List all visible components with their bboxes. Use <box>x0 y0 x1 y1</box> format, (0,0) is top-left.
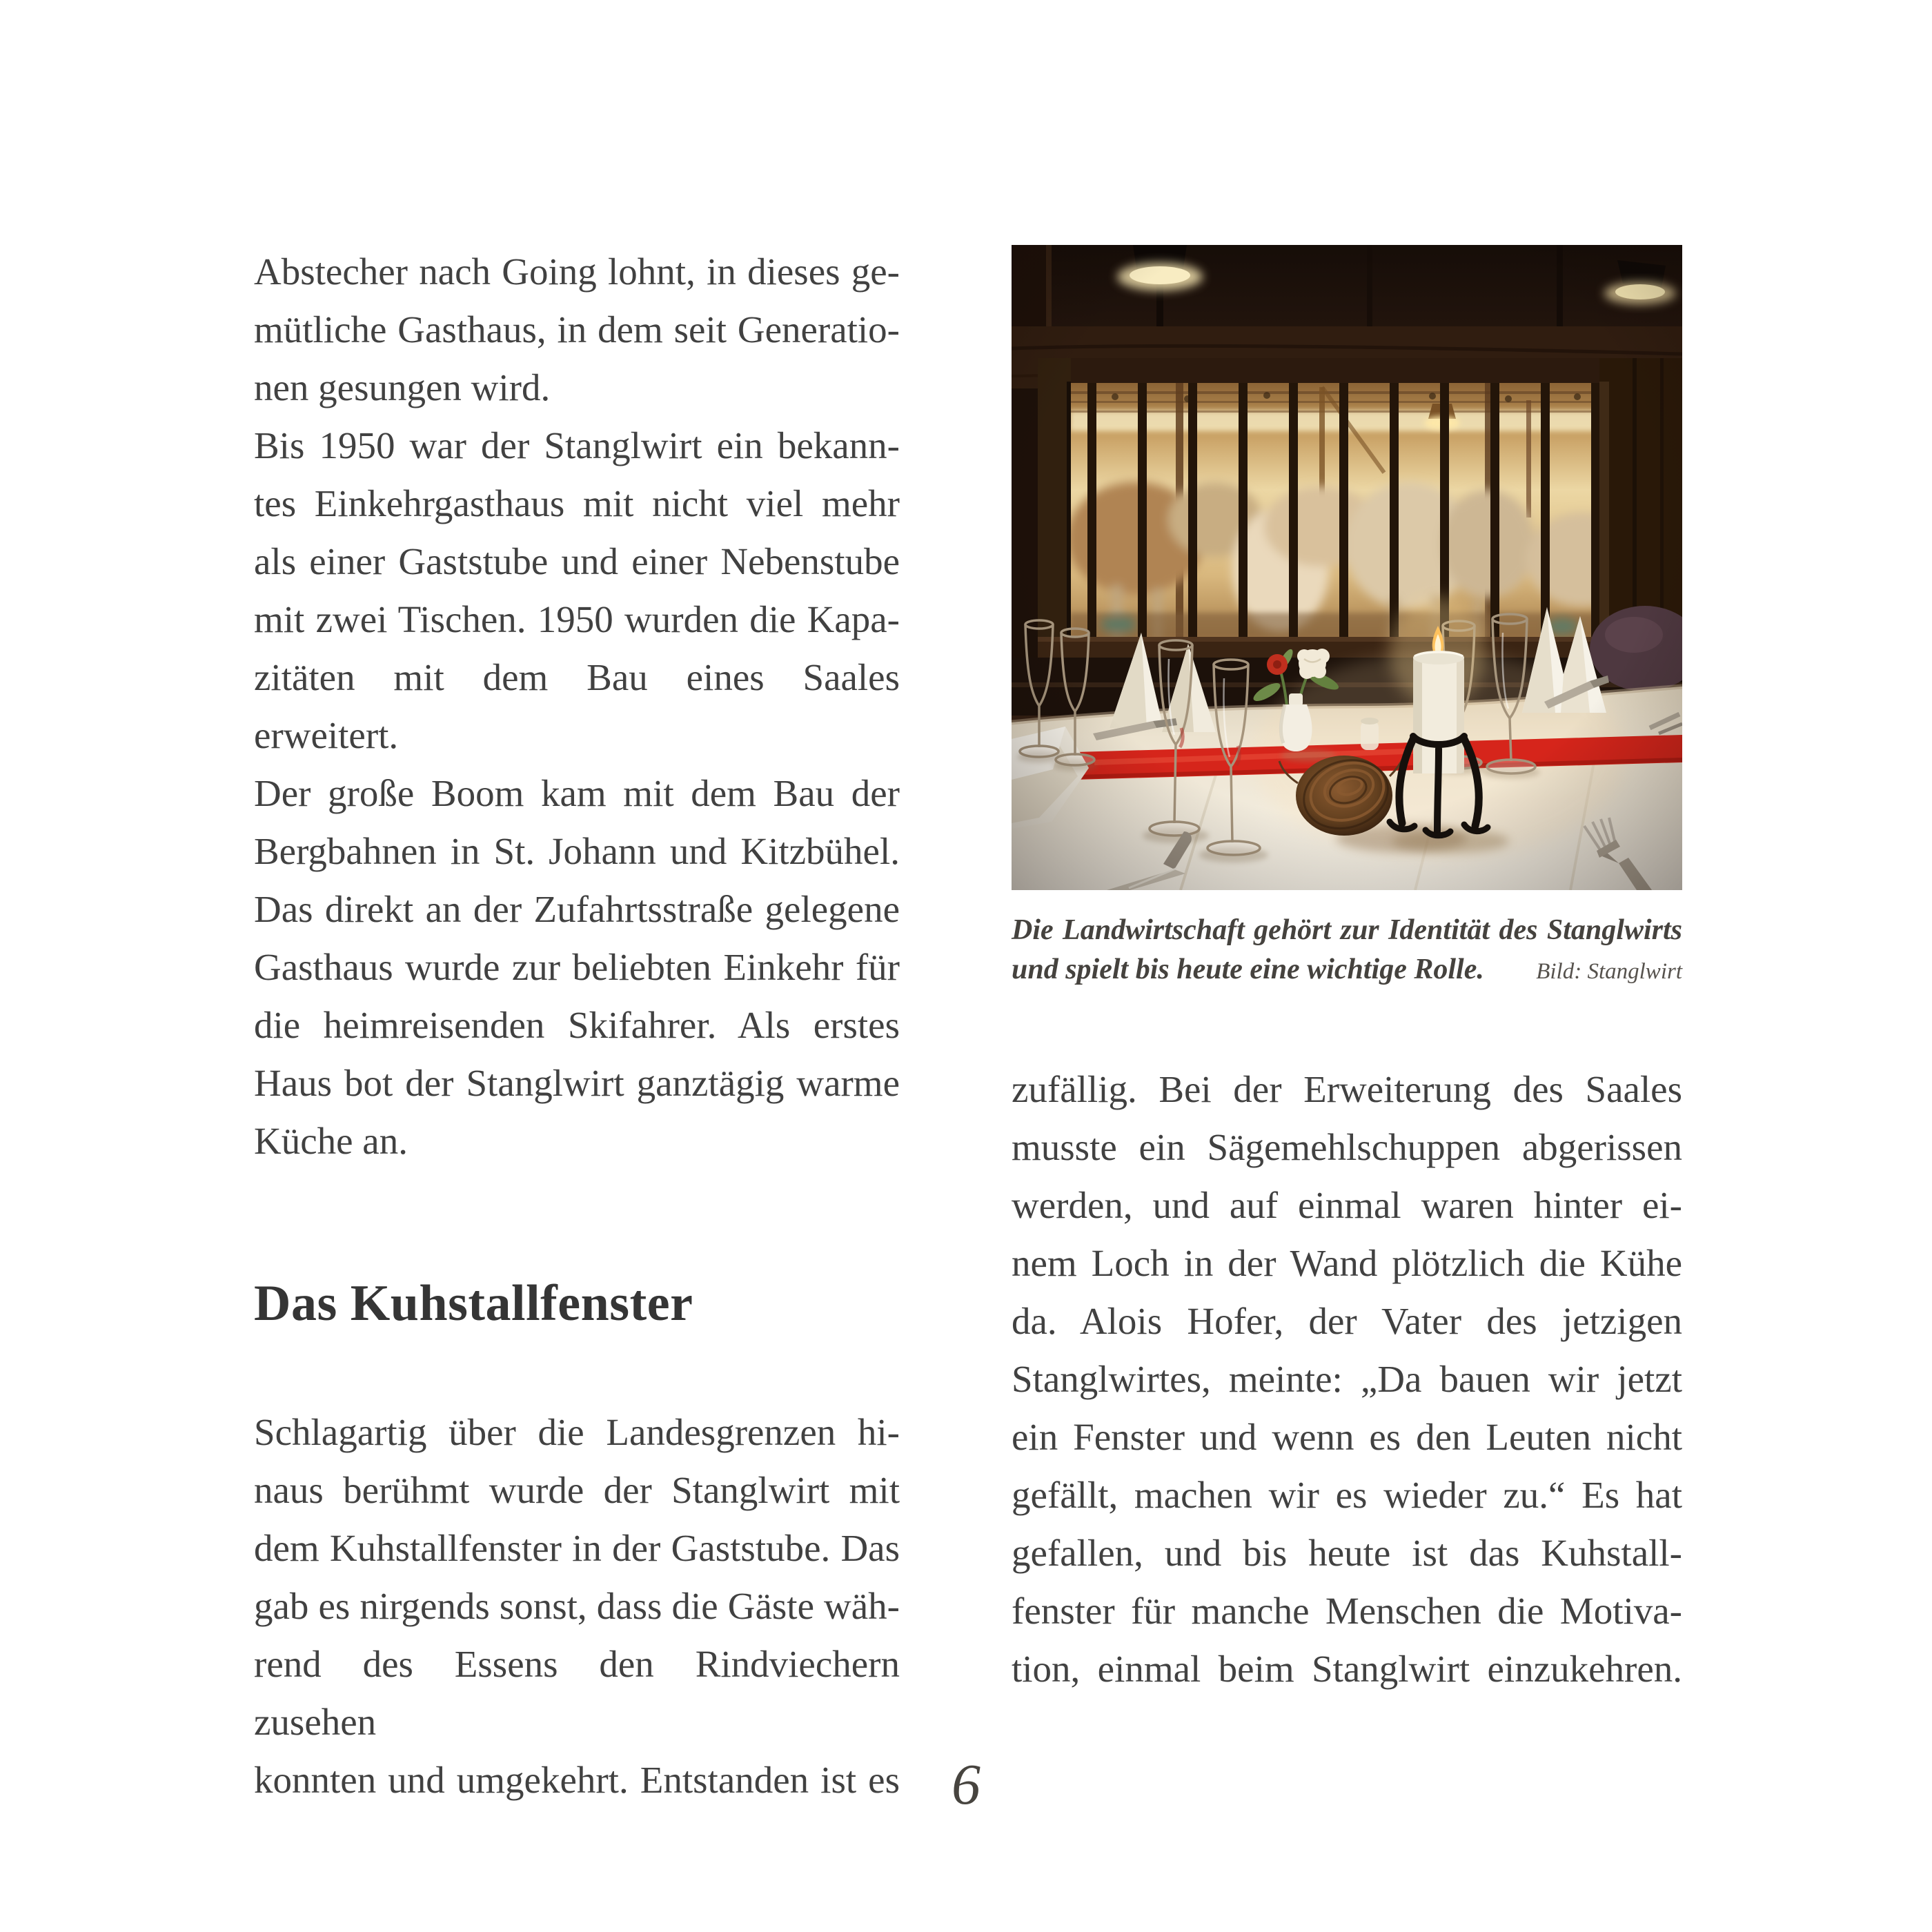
text-line: Bergbahnen in St. Johann und Kitzbühel. <box>254 830 900 872</box>
text-line: als einer Gaststube und einer Nebenstube <box>254 540 900 582</box>
left-column <box>254 243 900 1809</box>
text-line: gefällt, machen wir es wieder zu.“ Es hat <box>1012 1474 1682 1516</box>
text-line: Stanglwirtes, meinte: „Da bauen wir jetzt <box>1012 1358 1682 1400</box>
text-line: mütliche Gasthaus, in dem seit Generatio- <box>254 308 900 351</box>
text-line: dem Kuhstallfenster in der Gaststube. Das <box>254 1527 900 1569</box>
caption-line: Die Landwirtschaft gehört zur Identität des Stanglwirts <box>1012 914 1682 946</box>
photo-credit: Bild: Stanglwirt <box>1536 959 1682 984</box>
text-line: fenster für manche Menschen die Motiva- <box>1012 1590 1682 1632</box>
text-line: musste ein Sägemehlschuppen abgerissen <box>1012 1126 1682 1168</box>
text-line: Der große Boom kam mit dem Bau der <box>254 772 900 814</box>
text-line: Bis 1950 war der Stanglwirt ein bekann- <box>254 424 900 466</box>
text-line: mit zwei Tischen. 1950 wurden die Kapa- <box>254 598 900 640</box>
paragraph <box>254 417 900 1170</box>
photo-caption <box>1012 911 1682 992</box>
text-line: nem Loch in der Wand plötzlich die Kühe <box>1012 1242 1682 1284</box>
page-number: 6 <box>952 1753 980 1817</box>
text-line: die heimreisenden Skifahrer. Als erstes <box>254 1004 900 1046</box>
right-column <box>1012 245 1682 1698</box>
paragraph <box>254 1403 900 1809</box>
section-heading: Das Kuhstallfenster <box>254 1275 693 1332</box>
text-line: ein Fenster und wenn es den Leuten nicht <box>1012 1416 1682 1458</box>
text-line: nen gesungen wird. <box>254 366 551 408</box>
text-line: konnten und umgekehrt. Entstanden ist es <box>254 1759 900 1801</box>
paragraph <box>1012 1061 1682 1698</box>
text-line: Schlagartig über die Landesgrenzen hi- <box>254 1411 900 1453</box>
text-line: rend des Essens den Rindviechern zusehen <box>254 1643 900 1743</box>
cowstall-dinner-photo <box>1012 245 1682 890</box>
text-line: gefallen, und bis heute ist das Kuhstall- <box>1012 1532 1682 1574</box>
text-line: Küche an. <box>254 1120 408 1162</box>
caption-line <box>1012 950 1682 992</box>
text-line: Das direkt an der Zufahrtsstraße gelegene <box>254 888 900 930</box>
text-line: naus berühmt wurde der Stanglwirt mit <box>254 1469 900 1511</box>
stall-photo-figure <box>1012 245 1682 992</box>
paragraph <box>254 243 900 417</box>
text-line: tion, einmal beim Stanglwirt einzukehren. <box>1012 1648 1682 1690</box>
text-line: zufällig. Bei der Erweiterung des Saales <box>1012 1068 1682 1110</box>
text-line: Abstecher nach Going lohnt, in dieses ge- <box>254 250 900 293</box>
text-line: gab es nirgends sonst, dass die Gäste wäh- <box>254 1585 900 1627</box>
caption-text: und spielt bis heute eine wichtige Rolle. <box>1012 954 1484 985</box>
text-line: Gasthaus wurde zur beliebten Einkehr für <box>254 946 900 988</box>
cowstall-dinner-illustration <box>1012 245 1682 890</box>
text-line: da. Alois Hofer, der Vater des jetzigen <box>1012 1300 1682 1342</box>
text-line: werden, und auf einmal waren hinter ei- <box>1012 1184 1682 1226</box>
text-line: Haus bot der Stanglwirt ganztägig warme <box>254 1062 900 1104</box>
text-line: zitäten mit dem Bau eines Saales erweitert. <box>254 656 900 756</box>
text-line: tes Einkehrgasthaus mit nicht viel mehr <box>254 482 900 524</box>
